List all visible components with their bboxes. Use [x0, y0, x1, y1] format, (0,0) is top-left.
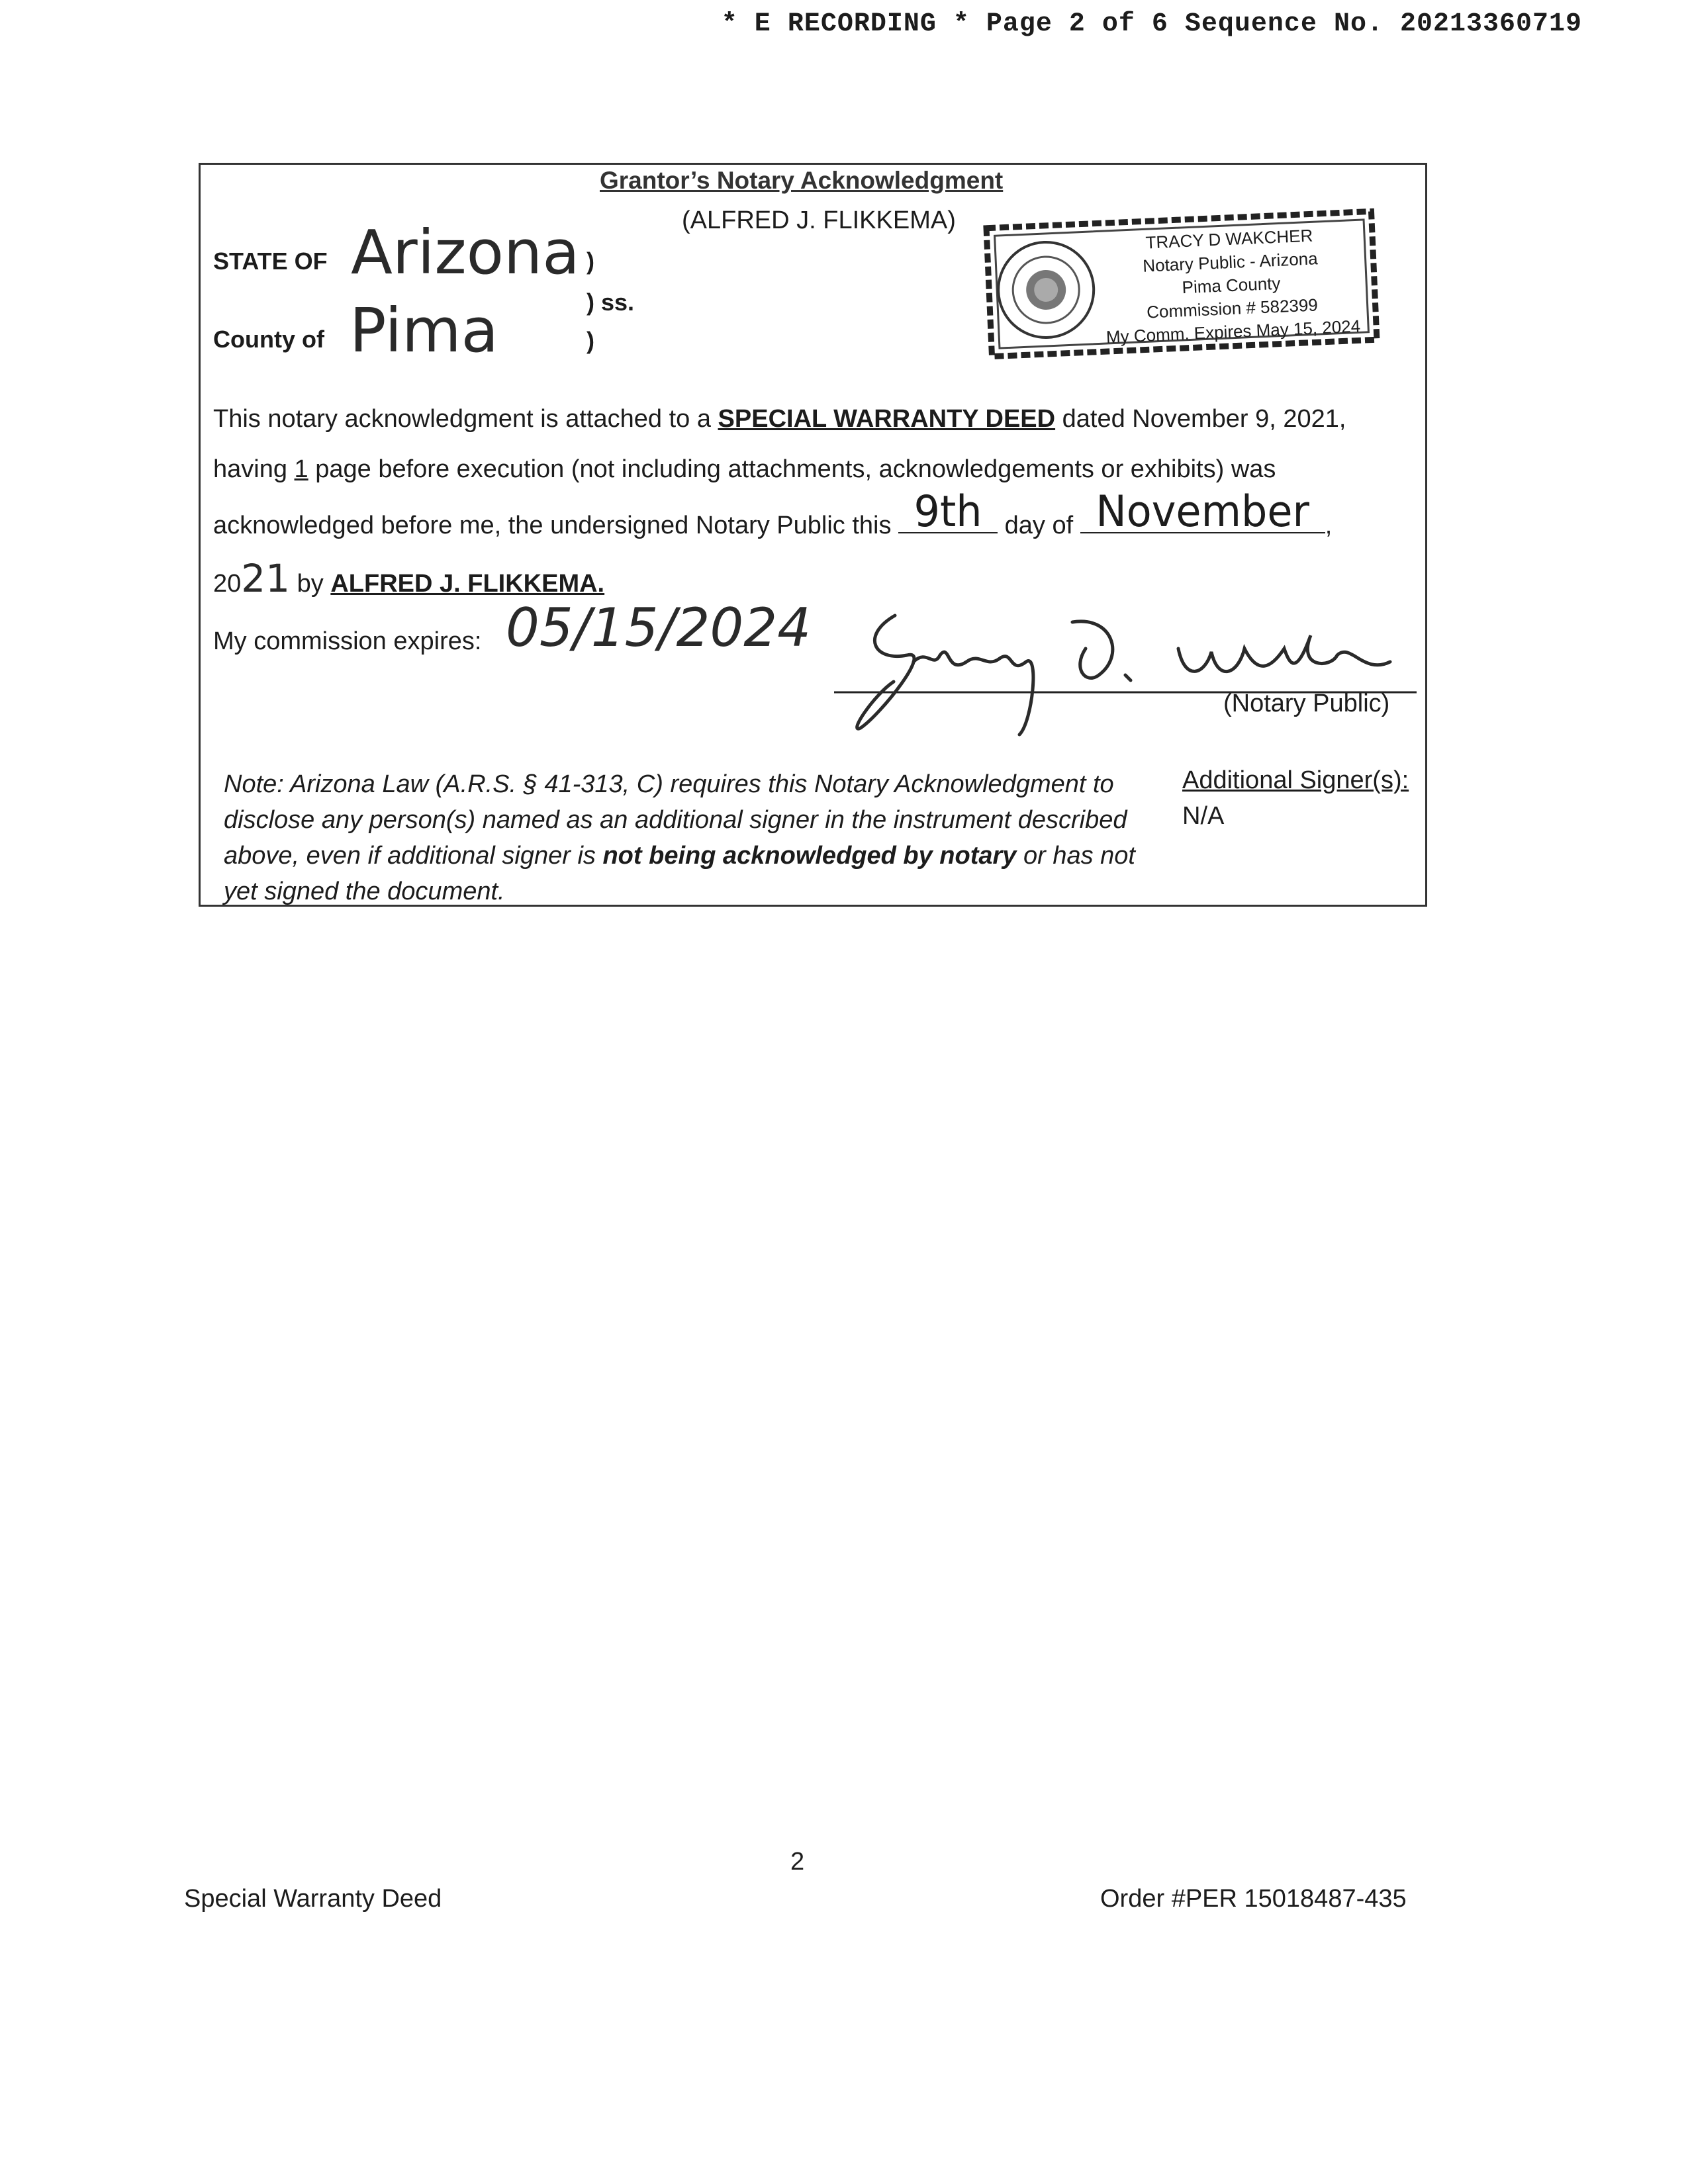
ack-line-4: 2021 by ALFRED J. FLIKKEMA. [213, 556, 605, 601]
document-type: SPECIAL WARRANTY DEED [718, 405, 1056, 433]
ack-line-3: acknowledged before me, the undersigned Notary Public this 9th day of November , [213, 486, 1333, 539]
signer-name: ALFRED J. FLIKKEMA. [330, 570, 605, 598]
commission-expires-label: My commission expires: [213, 627, 482, 655]
notary-stamp [980, 205, 1383, 363]
ack-line-2: having 1 page before execution (not including attachments, acknowledgements or exhibits) was [213, 455, 1276, 483]
additional-signers-value: N/A [1182, 802, 1225, 830]
county-label: County of [213, 326, 324, 353]
footer-document-title: Special Warranty Deed [184, 1885, 442, 1913]
stamp-notary-title: Notary Public - Arizona [1142, 248, 1319, 276]
notary-signature [834, 596, 1417, 741]
arizona-law-note: Note: Arizona Law (A.R.S. § 41-313, C) requires this Notary Acknowledgment to disclose any person(s) named as an additional signer in the instrument described above, even if additional signer is not being acknowledged by notary or has not yet signed the document. [224, 770, 1135, 905]
day-blank [898, 486, 998, 537]
ack-title: Grantor’s Notary Acknowledgment [600, 167, 1004, 194]
year-handwritten: 21 [241, 556, 291, 601]
additional-signers-label: Additional Signer(s): [1182, 766, 1409, 794]
month-blank [1080, 486, 1325, 537]
stamp-notary-name: TRACY D WAKCHER [1145, 225, 1313, 253]
stamp-expiration: My Comm. Expires May 15, 2024 [1105, 316, 1361, 347]
day-handwritten: 9th [914, 486, 982, 537]
state-value-handwritten: Arizona [351, 217, 580, 288]
recording-header: * E RECORDING * Page 2 of 6 Sequence No. 20213360719 [721, 9, 1582, 39]
notary-public-label: (Notary Public) [1223, 690, 1390, 717]
stamp-commission: Commission # 582399 [1146, 295, 1319, 322]
stamp-text [1090, 222, 1372, 349]
commission-expires-handwritten: 05/15/2024 [506, 597, 812, 659]
footer-order-number: Order #PER 15018487-435 [1100, 1885, 1407, 1913]
page-count: 1 [294, 455, 308, 483]
bracket-bottom: ) [586, 327, 594, 354]
grantor-name-heading: (ALFRED J. FLIKKEMA) [682, 206, 956, 234]
bracket-top: ) [586, 248, 594, 275]
month-handwritten: November [1096, 486, 1309, 537]
ss-mark: ) ss. [586, 289, 635, 316]
stamp-county: Pima County [1181, 273, 1281, 298]
county-value-handwritten: Pima [350, 295, 499, 366]
page-number: 2 [790, 1848, 805, 1876]
ack-line-1: This notary acknowledgment is attached to a SPECIAL WARRANTY DEED dated November 9, 2021, [213, 405, 1346, 433]
state-label: STATE OF [213, 248, 328, 275]
